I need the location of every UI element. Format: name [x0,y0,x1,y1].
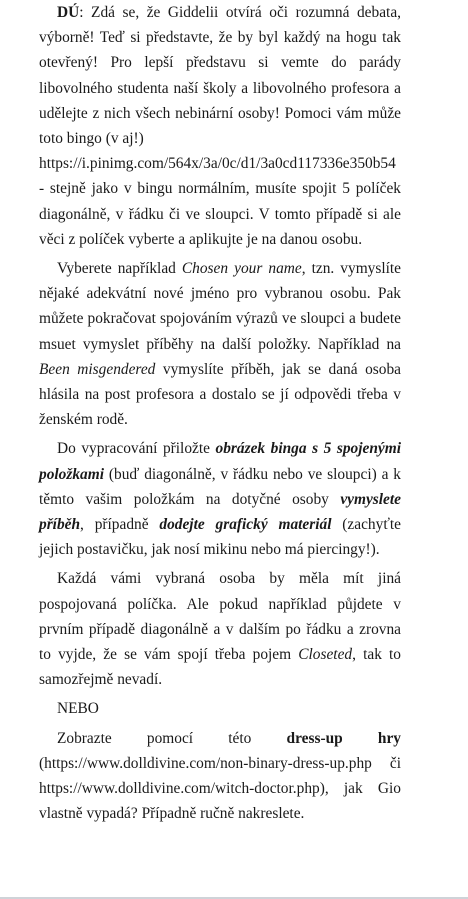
submission-text-b: (buď diagonálně, v řádku nebo ve sloupci) a k těmto vašim položkám na dotyčné osoby [39,465,401,508]
example-term-chosen-name: Chosen your name [181,260,302,278]
paragraph-dress-up [39,726,401,827]
intro-text-continued: - stejně jako v bingu normálním, musíte spojit 5 políček diagonálně, v řádku či ve sloupci. V tomto případě si ale věci z políček vyberte a aplikujte je na danou osobu. [39,180,401,248]
paragraph-submission [39,436,401,562]
submission-text-d: (zachyťte jejich postavičku, jak nosí mikinu nebo má piercingy!). [39,516,401,559]
paragraph-assignment-intro [39,0,401,252]
rules-text-a: Každá vámi vybraná osoba by měla mít jiná pospojovaná políčka. Ale pokud například půjdete v prvním případě diagonálně a v dalším po řádku a zrovna to vyjde, že se vám spojí třeba pojem [39,570,401,664]
dressup-text-b: (https://www.dolldivine.com/non-binary-dress-up.php či https://www.dolldivine.com/witch-doctor.php), jak Gio vlastně vypadá? Případně ručně nakreslete. [39,754,401,823]
submission-emphasis-graphics: dodejte grafický materiál [159,516,332,534]
submission-text-c: , případně [80,516,160,534]
paragraph-rules [39,566,401,692]
example-text-b: , tzn. vymyslíte nějaké adekvátní nové jméno pro vybranou osobu. Pak můžete pokračovat spojováním výrazů ve sloupci a budete msuet vymyslet příběhy na další položky. Například na [39,260,402,353]
rules-term-closeted: Closeted [298,646,353,664]
submission-text-a: Do vypracování přiložte [57,440,216,458]
document-body [39,0,401,827]
submission-emphasis-story: vymyslete příběh [39,490,401,534]
paragraph-or: NEBO [57,700,99,718]
example-text-a: Vyberete například [57,260,182,278]
bingo-image-link[interactable]: https://i.pinimg.com/564x/3a/0c/d1/3a0cd117336e350b54 [39,155,396,173]
example-text-c: vymyslíte příběh, jak se daná osoba hlásila na post profesora a dostalo se jí odpovědi třeba v ženském rodě. [39,360,401,429]
paragraph-example [39,256,401,432]
rules-text-b: , tak to samozřejmě nevadí. [39,646,401,689]
example-term-misgendered: Been misgendered [39,360,156,378]
speaker-label: DÚ [57,4,80,21]
intro-text: : Zdá se, že Giddelii otvírá oči rozumná debata, výborně! Teď si představte, že by byl každý na hogu tak otevřený! Pro lepší představu si vemte do parády libovolného studenta naší školy a libovolného profesora a udělejte z nich všech nebinární osoby! Pomoci vám může toto bingo (v aj!) [39,4,401,148]
dressup-text-a: Zobrazte pomocí této [57,729,287,747]
submission-emphasis-bingo: obrázek binga s 5 spojenými položkami [39,440,401,483]
dressup-game-label: dress-up hry [286,729,401,747]
